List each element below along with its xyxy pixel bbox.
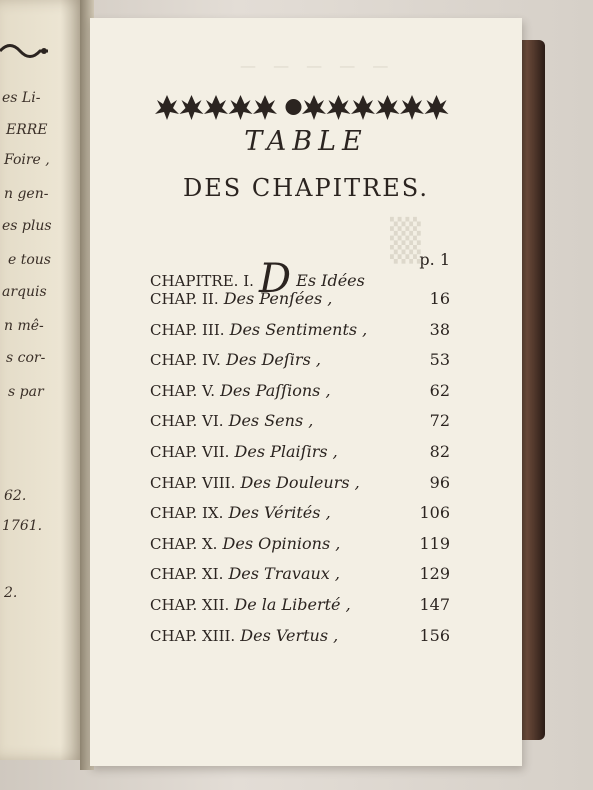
left-text-line: n mê- — [4, 318, 44, 334]
page-subtitle: DES CHAPITRES. — [183, 174, 429, 202]
fleuron-icon — [180, 95, 204, 120]
chapter-label: CHAP. II. — [150, 290, 219, 308]
chapter-name: Des Plaiſirs , — [234, 442, 338, 461]
chapter-label: CHAP. X. — [150, 534, 218, 553]
chapter-page: 147 — [419, 595, 450, 614]
chapter-page: p. 1 — [419, 250, 450, 269]
chapter-page: 119 — [419, 533, 450, 553]
mask-ornament-icon — [286, 99, 302, 115]
chapter-label: CHAPITRE. I. — [150, 272, 254, 290]
bleed-through: — — — — — — [240, 56, 395, 75]
fleuron-icon — [351, 95, 375, 120]
left-page — [0, 0, 86, 760]
fleuron-icon — [327, 95, 351, 120]
chapter-page: 106 — [419, 503, 450, 523]
fleuron-icon — [229, 95, 253, 120]
fleuron-icon — [376, 95, 400, 120]
fleuron-icon — [253, 95, 277, 120]
toc-row — [150, 473, 450, 499]
left-text-line: 62. — [4, 488, 27, 504]
fleuron-icon — [400, 95, 424, 120]
chapter-name: Des Douleurs , — [240, 472, 360, 492]
chapter-name: Des Deſirs , — [225, 350, 321, 370]
chapter-page: 156 — [419, 625, 450, 645]
chapter-page: 129 — [419, 564, 450, 584]
fleuron-icon — [302, 95, 326, 120]
chapter-label: CHAP. IX. — [150, 504, 224, 523]
left-text-line: s cor- — [6, 350, 46, 366]
chapter-name: Des Paſſions , — [220, 380, 331, 400]
toc-row — [150, 289, 450, 315]
left-text-line: 1761. — [2, 518, 43, 534]
chapter-label: CHAP. III. — [150, 320, 225, 339]
chapter-page: 72 — [429, 411, 450, 431]
toc-row — [150, 534, 450, 560]
left-ornament-icon — [0, 38, 50, 64]
left-text-line: e tous — [8, 252, 51, 268]
chapter-name: Des Opinions , — [222, 533, 341, 553]
chapter-page: 16 — [429, 289, 450, 308]
chapter-name: Des Travaux , — [228, 564, 340, 584]
toc-row — [150, 626, 450, 652]
chapter-label: CHAP. VII. — [150, 443, 230, 461]
left-text-line: n gen- — [4, 186, 49, 202]
chapter-label: CHAP. XI. — [150, 565, 224, 584]
toc-row — [150, 381, 450, 407]
chapter-label: CHAP. V. — [150, 381, 215, 400]
chapter-name: Es Idées — [296, 271, 365, 290]
chapter-page: 38 — [429, 319, 450, 339]
toc-row — [150, 442, 450, 468]
chapter-label: CHAP. VIII. — [150, 473, 236, 492]
fleuron-icon — [425, 95, 449, 120]
chapter-name: De la Liberté , — [234, 595, 351, 614]
chapter-label: CHAP. XII. — [150, 596, 230, 614]
chapter-page: 96 — [429, 472, 450, 492]
chapter-name: Des Penſées , — [223, 289, 333, 308]
chapter-name: Des Vérités , — [228, 503, 331, 523]
chapter-page: 53 — [429, 350, 450, 370]
fleuron-icon — [204, 95, 228, 120]
left-text-line: s par — [8, 384, 44, 400]
drop-cap: D — [258, 256, 292, 302]
left-text-line: es plus — [2, 218, 52, 234]
toc-row — [150, 320, 450, 346]
chapter-page: 62 — [429, 380, 450, 400]
left-text-line: ERRE — [6, 122, 48, 138]
fleuron-icon — [155, 95, 179, 120]
toc-row — [150, 564, 450, 590]
page-title: TABLE — [244, 126, 368, 157]
left-text-line: 2. — [4, 585, 18, 601]
toc-row — [150, 411, 450, 437]
chapter-name: Des Sens , — [228, 411, 314, 431]
left-text-line: Foire , — [4, 152, 50, 168]
right-page — [90, 18, 522, 766]
ornament-band-icon — [155, 90, 455, 124]
chapter-name: Des Sentiments , — [229, 319, 368, 339]
left-text-line: es Li- — [2, 90, 41, 106]
toc-row — [150, 595, 450, 621]
bleed-through: ▒ — [390, 218, 421, 264]
chapter-label: CHAP. XIII. — [150, 626, 236, 645]
left-text-line: arquis — [2, 284, 47, 300]
toc-row — [150, 350, 450, 376]
chapter-page: 82 — [429, 442, 450, 461]
chapter-name: Des Vertus , — [240, 625, 339, 645]
chapter-label: CHAP. IV. — [150, 351, 221, 370]
chapter-label: CHAP. VI. — [150, 412, 224, 431]
toc-row — [150, 503, 450, 529]
